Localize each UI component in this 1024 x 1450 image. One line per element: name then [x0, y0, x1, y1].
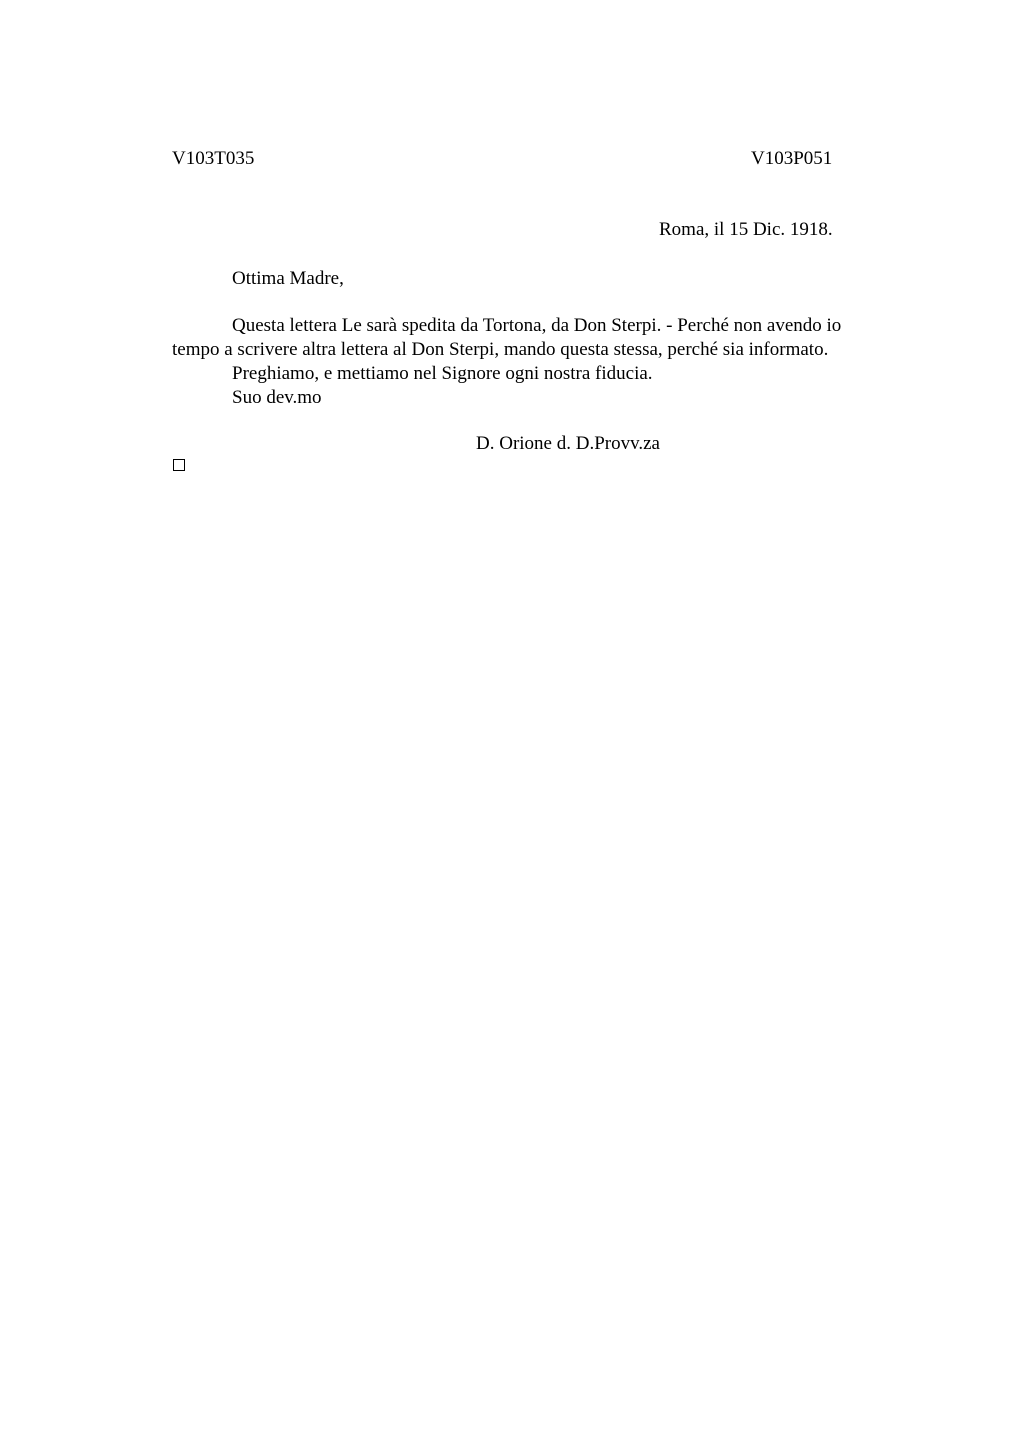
letter-salutation: Ottima Madre, [232, 268, 344, 289]
letter-paragraph-1-line-1: Questa lettera Le sarà spedita da Tortona, da Don Sterpi. - Perché non avendo io [232, 315, 842, 336]
left-document-code: V103T035 [172, 148, 255, 169]
letter-date: Roma, il 15 Dic. 1918. [659, 219, 833, 240]
square-outline-icon [173, 459, 185, 471]
letter-paragraph-2: Preghiamo, e mettiamo nel Signore ogni nostra fiducia. [232, 363, 653, 384]
right-document-code: V103P051 [751, 148, 833, 169]
letter-signature: D. Orione d. D.Provv.za [476, 433, 660, 454]
letter-closing: Suo dev.mo [232, 387, 322, 408]
letter-paragraph-1-line-2: tempo a scrivere altra lettera al Don Sterpi, mando questa stessa, perché sia informato. [172, 339, 829, 360]
